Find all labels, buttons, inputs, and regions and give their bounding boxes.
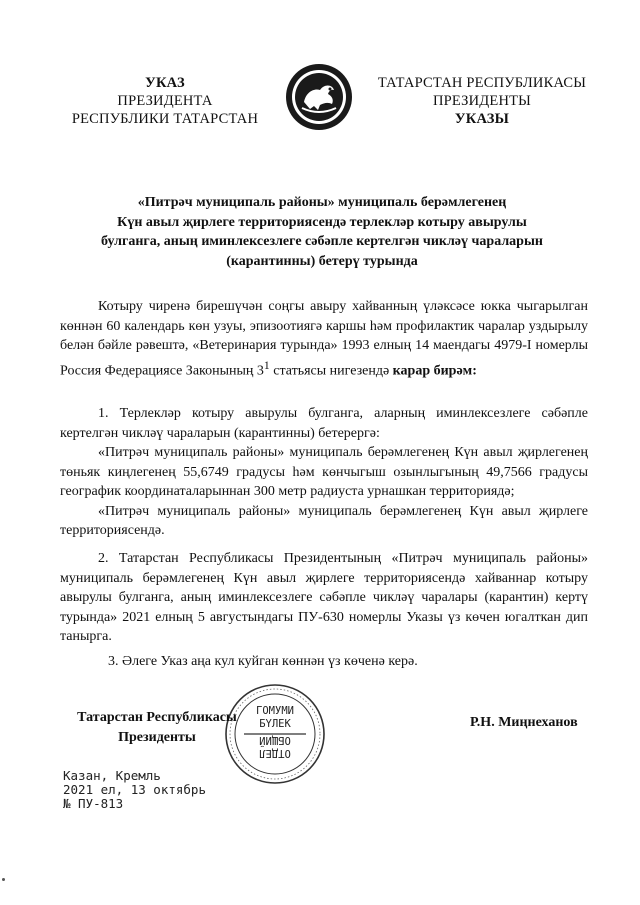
preamble-decision: карар бирәм: — [392, 363, 477, 379]
item-3-block — [60, 652, 588, 672]
preamble-paragraph — [60, 297, 588, 381]
signature-title — [62, 708, 252, 747]
header-right-block — [362, 74, 602, 128]
decree-title — [72, 193, 572, 271]
header-left-line3: РЕСПУБЛИКИ ТАТАРСТАН — [71, 111, 259, 127]
item-1-clause-a: «Питрәч муниципаль районы» муниципаль берәмлегенең Күн авыл җирлегенең төньяк киңлегенең 55,6749 градусы һәм көнчыгыш озынлыгының 49,7566 градусы географик координаталарыннан 300 метр радиуста урнашкан территориядә; — [60, 445, 588, 499]
stamp-line4: ОТДЕЛ — [259, 747, 291, 759]
item-1-intro: 1. Терлекләр котыру авырулы булганга, аларның иминлексезлеге сәбәпле кертелгән чикләү чараларын (карантинны) бетерергә: — [60, 406, 588, 441]
title-line4: (карантинны) бетерү турында — [226, 253, 418, 269]
signature-title-line2: Президенты — [118, 729, 196, 745]
stamp-line2: БҮЛЕК — [259, 718, 291, 730]
title-line2: Күн авыл җирлеге территориясендә терлекләр котыру авырулы — [117, 214, 527, 230]
stamp-line3: ОБЩИЙ — [259, 734, 291, 746]
item-3-text: 3. Әлеге Указ аңа кул куйган көннән үз көченә керә. — [108, 654, 418, 669]
signatory-name: Р.Н. Миңнеханов — [470, 715, 578, 730]
item-1-clause-b: «Питрәч муниципаль районы» муниципаль берәмлегенең Күн авыл җирлеге территориясендә. — [60, 503, 588, 538]
item-2-text: 2. Татарстан Республикасы Президентының «Питрәч муниципаль районы» муниципаль берәмлегенең Күн авыл җирлеге территориясендә хайваннар котыру авырулы булганга, аның иминлексезлеге сәбәпле чикләү чаралары (карантин) кертү турында» 2021 елның 5 августындагы ПУ-630 номерлы Указы үз көчен югалткан дип танырга. — [60, 551, 588, 644]
footer-place: Казан, Кремль — [63, 768, 161, 783]
preamble-tail: статьясы нигезендә — [269, 363, 393, 379]
footer-number: № ПУ-813 — [63, 796, 124, 811]
preamble-superscript: 1 — [263, 358, 270, 372]
tatarstan-emblem-icon — [284, 62, 354, 132]
header-right-line3: УКАЗЫ — [454, 111, 510, 127]
signature-title-line1: Татарстан Республикасы — [77, 710, 237, 725]
item-1-block — [60, 404, 588, 541]
item-2-block — [60, 549, 588, 647]
scan-speck — [2, 878, 5, 881]
title-line3: булганга, аның иминлексезлеге сәбәпле кертелгән чикләү чараларын — [101, 234, 543, 249]
header-left-line2: ПРЕЗИДЕНТА — [117, 93, 213, 109]
header-left-block — [55, 74, 275, 128]
header-right-line2: ПРЕЗИДЕНТЫ — [432, 93, 532, 109]
header-left-line1: УКАЗ — [145, 75, 185, 91]
decree-footer — [63, 769, 206, 811]
header-right-line1: ТАТАРСТАН РЕСПУБЛИКАСЫ — [377, 75, 587, 91]
title-line1: «Питрәч муниципаль районы» муниципаль берәмлегенең — [137, 195, 507, 210]
stamp-line1: ГОМУМИ — [256, 705, 294, 717]
footer-date: 2021 ел, 13 октябрь — [63, 782, 206, 797]
preamble-text: Котыру чиренә бирешүчән соңгы авыру хайванның үләксәсе юкка чыгарылган көннән 60 календарь көн узуы, эпизоотиягә каршы һәм профилактик чаралар уздырылу белән бәйле рәвештә, «Ветеринария турында» 1993 елның 14 маендагы 4979-I номерлы Россия Федерациясе Законының 3 — [60, 299, 588, 379]
